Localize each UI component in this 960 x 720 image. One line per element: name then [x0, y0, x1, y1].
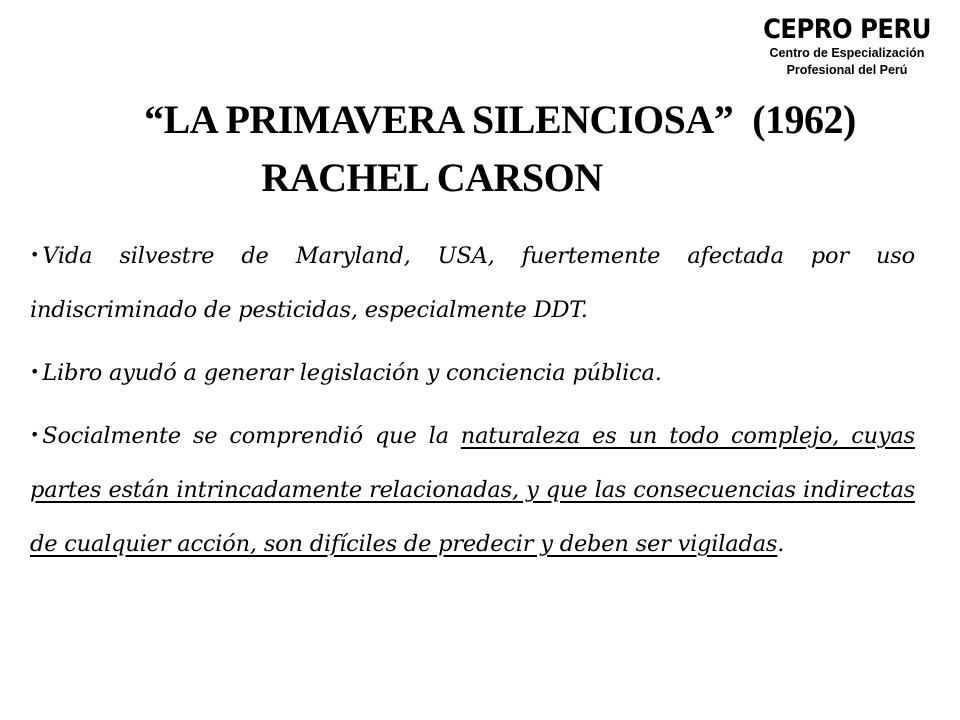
bullet-dot-icon: • [30, 362, 40, 381]
logo-subtitle-line1: Centro de Especialización [769, 46, 925, 60]
cepro-peru-logo [752, 16, 942, 77]
slide-title-line1: “LA PRIMAVERA SILENCIOSA” (1962) [144, 97, 856, 142]
slide-title-line2: RACHEL CARSON [261, 155, 603, 200]
bullet-text: Vida silvestre de Maryland, USA, fuertemente afectada por uso indiscriminado de pesticidas, especialmente DDT. [30, 243, 915, 323]
bullet-item-legislation [30, 345, 915, 400]
bullet-underlined-text: naturaleza es un todo complejo, cuyas partes están intrincadamente relacionadas, y que las consecuencias indirectas de cualquier acción, son difíciles de predecir y deben ser vigiladas [30, 423, 915, 557]
bullet-item-nature [30, 408, 915, 571]
bullet-dot-icon: • [30, 425, 40, 444]
bullet-text-end: . [777, 531, 785, 557]
bullet-list [30, 228, 915, 579]
bullet-dot-icon: • [30, 245, 40, 264]
bullet-item-wildlife [30, 228, 915, 337]
bullet-text: Libro ayudó a generar legislación y conciencia pública. [42, 360, 662, 386]
bullet-text: Socialmente se comprendió que la [42, 423, 461, 449]
logo-subtitle-line2: Profesional del Perú [786, 63, 908, 77]
logo-name: CEPRO PERU [763, 14, 931, 45]
